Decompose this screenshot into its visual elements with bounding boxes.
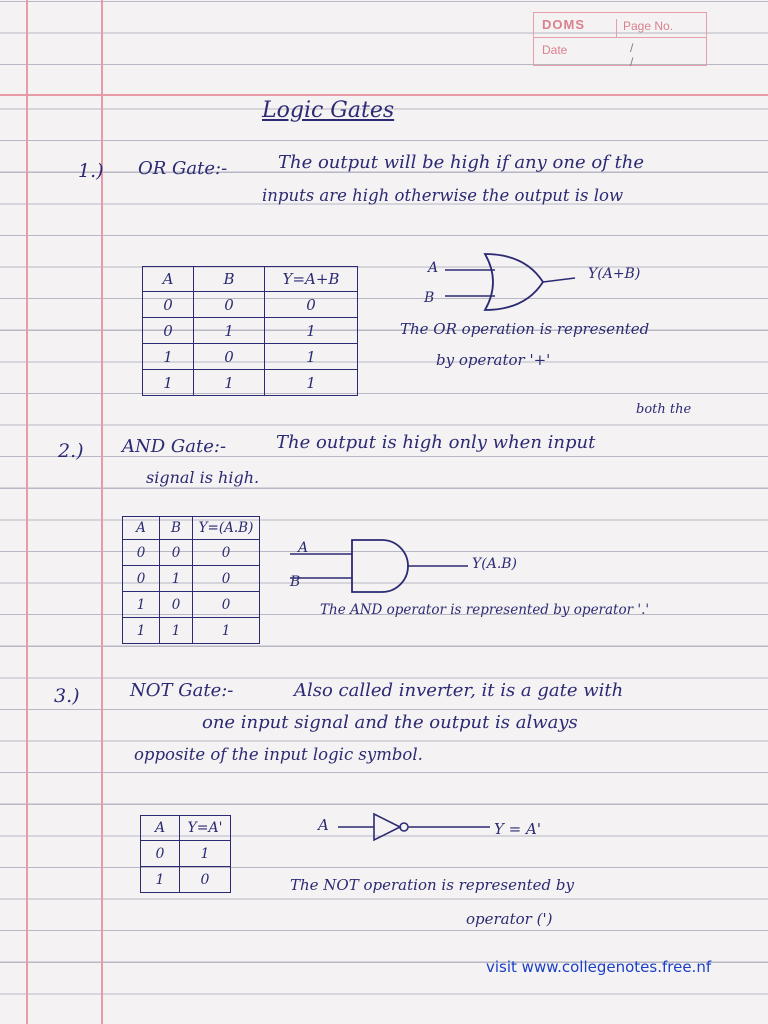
and-input-a-label: A: [298, 540, 309, 556]
table-cell: 0: [194, 292, 265, 318]
table-header-cell: B: [194, 267, 265, 292]
or-note-line2: by operator '+': [436, 351, 551, 369]
and-input-b-label: B: [290, 574, 301, 590]
table-cell: 1: [180, 841, 231, 867]
or-truth-table: [142, 266, 358, 396]
left-margin-line: [26, 0, 28, 1024]
and-note: The AND operator is represented by operator '.': [320, 602, 650, 618]
not-note-line2: operator ('): [466, 910, 553, 928]
table-row: [123, 566, 260, 592]
table-header-cell: B: [160, 517, 193, 540]
table-cell: 0: [160, 592, 193, 618]
or-note-line1: The OR operation is represented: [400, 320, 650, 338]
table-cell: 1: [194, 318, 265, 344]
not-input-a-label: A: [318, 816, 329, 834]
table-cell: 0: [194, 344, 265, 370]
table-header-cell: A: [123, 517, 160, 540]
table-header-cell: Y=A': [180, 816, 231, 841]
table-header-cell: Y=A+B: [265, 267, 358, 292]
page-no-label: Page No.: [616, 19, 673, 37]
table-cell: 1: [160, 566, 193, 592]
not-gate-symbol: [338, 812, 498, 842]
table-header-row: [141, 816, 231, 841]
or-input-a-label: A: [428, 260, 439, 276]
and-output-label: Y(A.B): [472, 556, 518, 572]
table-cell: 0: [180, 867, 231, 893]
and-section-number: 2.): [58, 440, 84, 462]
table-cell: 1: [194, 370, 265, 396]
left-margin-line-inner: [101, 0, 103, 1024]
date-value: / /: [630, 41, 668, 69]
table-cell: 0: [193, 592, 260, 618]
table-cell: 1: [143, 370, 194, 396]
table-cell: 0: [141, 841, 180, 867]
table-row: [123, 540, 260, 566]
and-insert-above: both the: [636, 402, 692, 417]
footer-website-link[interactable]: visit www.collegenotes.free.nf: [486, 958, 712, 976]
or-section-number: 1.): [78, 160, 104, 182]
table-row: [143, 318, 358, 344]
header-divider: [534, 37, 706, 38]
page-header-box: [533, 12, 707, 69]
table-row: [143, 292, 358, 318]
not-description-line1: Also called inverter, it is a gate with: [294, 680, 624, 701]
and-gate-symbol: [290, 536, 470, 596]
and-description-line2: signal is high.: [146, 468, 260, 487]
date-label: Date: [542, 43, 568, 57]
not-section-number: 3.): [54, 685, 80, 707]
table-cell: 1: [265, 344, 358, 370]
page-title: Logic Gates: [262, 98, 395, 123]
or-gate-symbol: [445, 252, 575, 312]
table-cell: 0: [160, 540, 193, 566]
not-description-line2: one input signal and the output is always: [202, 712, 578, 733]
or-description-line2: inputs are high otherwise the output is low: [262, 186, 624, 205]
table-row: [123, 592, 260, 618]
table-row: [123, 618, 260, 644]
table-cell: 1: [265, 318, 358, 344]
table-cell: 0: [123, 540, 160, 566]
table-header-cell: A: [141, 816, 180, 841]
table-cell: 1: [265, 370, 358, 396]
top-margin-line: [0, 94, 768, 96]
table-cell: 0: [143, 318, 194, 344]
table-row: [143, 344, 358, 370]
table-header-row: [123, 517, 260, 540]
or-output-label: Y(A+B): [588, 266, 641, 282]
and-heading: AND Gate:-: [122, 436, 227, 457]
table-cell: 0: [143, 292, 194, 318]
not-truth-table: [140, 815, 231, 893]
table-cell: 1: [123, 592, 160, 618]
and-description-line1: The output is high only when input: [276, 432, 596, 453]
and-truth-table: [122, 516, 260, 644]
table-cell: 1: [141, 867, 180, 893]
table-header-row: [143, 267, 358, 292]
table-cell: 1: [193, 618, 260, 644]
table-cell: 1: [143, 344, 194, 370]
or-description-line1: The output will be high if any one of the: [278, 152, 645, 173]
brand-logo: DOMS: [542, 17, 585, 32]
table-row: [143, 370, 358, 396]
not-note-line1: The NOT operation is represented by: [290, 876, 574, 894]
table-cell: 0: [193, 540, 260, 566]
table-cell: 1: [123, 618, 160, 644]
table-header-cell: A: [143, 267, 194, 292]
table-header-cell: Y=(A.B): [193, 517, 260, 540]
or-heading: OR Gate:-: [138, 158, 228, 179]
table-cell: 1: [160, 618, 193, 644]
not-output-label: Y = A': [494, 820, 541, 838]
table-cell: 0: [193, 566, 260, 592]
table-cell: 0: [123, 566, 160, 592]
table-cell: 0: [265, 292, 358, 318]
not-heading: NOT Gate:-: [130, 680, 234, 701]
table-row: [141, 841, 231, 867]
or-input-b-label: B: [424, 290, 435, 306]
table-row: [141, 867, 231, 893]
not-description-line3: opposite of the input logic symbol.: [134, 745, 423, 764]
